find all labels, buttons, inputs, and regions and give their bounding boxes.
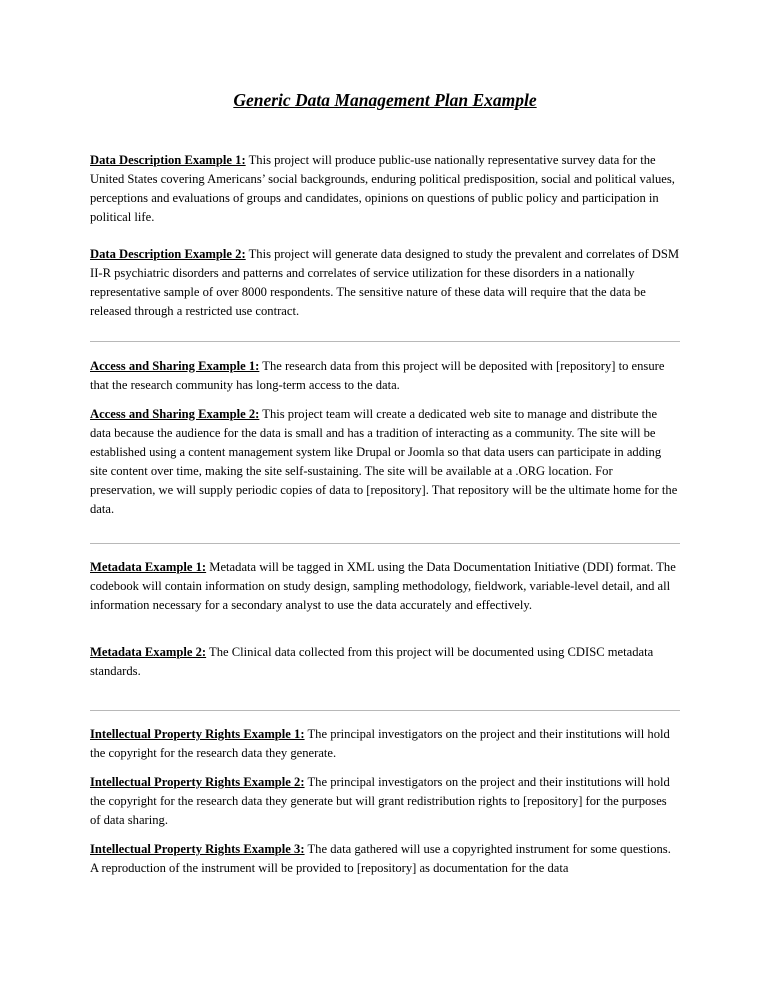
- example-text: The research data from this project will be deposited with [repository] to ensure that the research community has long-term access to the data.: [90, 359, 665, 392]
- example-label: Intellectual Property Rights Example 1:: [90, 727, 305, 741]
- ip-rights-example-2: [90, 773, 680, 830]
- data-description-example-1: [90, 151, 680, 227]
- example-text: The data gathered will use a copyrighted instrument for some questions. A reproduction of the instrument will be provided to [repository] as documentation for the data: [90, 842, 671, 875]
- example-text: This project will produce public-use nationally representative survey data for the United States covering Americans’ social backgrounds, enduring political predisposition, social and political values, perceptions and evaluations of groups and candidates, opinions on questions of public policy and participation in political life.: [90, 153, 675, 224]
- section-divider: [90, 710, 680, 711]
- metadata-example-1: [90, 558, 680, 615]
- document-title: Generic Data Management Plan Example: [233, 90, 537, 110]
- example-text: This project team will create a dedicated web site to manage and distribute the data because the audience for the data is small and has a tradition of interacting as a community. The site will be established using a content management system like Drupal or Joomla so that data users can participate in adding site content over time, making the site self-sustaining. The site will be available at a .ORG location. For preservation, we will supply periodic copies of data to [repository]. That repository will be the ultimate home for the data.: [90, 407, 678, 516]
- example-label: Intellectual Property Rights Example 3:: [90, 842, 305, 856]
- metadata-example-2: [90, 643, 680, 681]
- example-label: Metadata Example 2:: [90, 645, 207, 659]
- example-text: Metadata will be tagged in XML using the Data Documentation Initiative (DDI) format. The codebook will contain information on study design, sampling methodology, fieldwork, variable-level detail, and all information necessary for a secondary analyst to use the data accurately and effectively.: [90, 560, 676, 612]
- example-text: The principal investigators on the project and their institutions will hold the copyright for the research data they generate.: [90, 727, 670, 760]
- access-sharing-example-1: [90, 357, 680, 395]
- example-label: Data Description Example 2:: [90, 247, 246, 261]
- example-label: Data Description Example 1:: [90, 153, 246, 167]
- example-label: Access and Sharing Example 2:: [90, 407, 260, 421]
- ip-rights-example-3: [90, 840, 680, 878]
- example-label: Access and Sharing Example 1:: [90, 359, 260, 373]
- example-label: Intellectual Property Rights Example 2:: [90, 775, 305, 789]
- section-divider: [90, 341, 680, 342]
- example-text: This project will generate data designed to study the prevalent and correlates of DSM II-R psychiatric disorders and patterns and correlates of service utilization for these disorders in a nationally representative sample of over 8000 respondents. The sensitive nature of these data will require that the data be released through a restricted use contract.: [90, 247, 680, 318]
- data-description-example-2: [90, 245, 680, 321]
- example-label: Metadata Example 1:: [90, 560, 207, 574]
- access-sharing-example-2: [90, 405, 680, 519]
- ip-rights-example-1: [90, 725, 680, 763]
- example-text: The principal investigators on the project and their institutions will hold the copyright for the research data they generate but will grant redistribution rights to [repository] for the purposes of data sharing.: [90, 775, 670, 827]
- example-text: The Clinical data collected from this project will be documented using CDISC metadata standards.: [90, 645, 654, 678]
- section-divider: [90, 543, 680, 544]
